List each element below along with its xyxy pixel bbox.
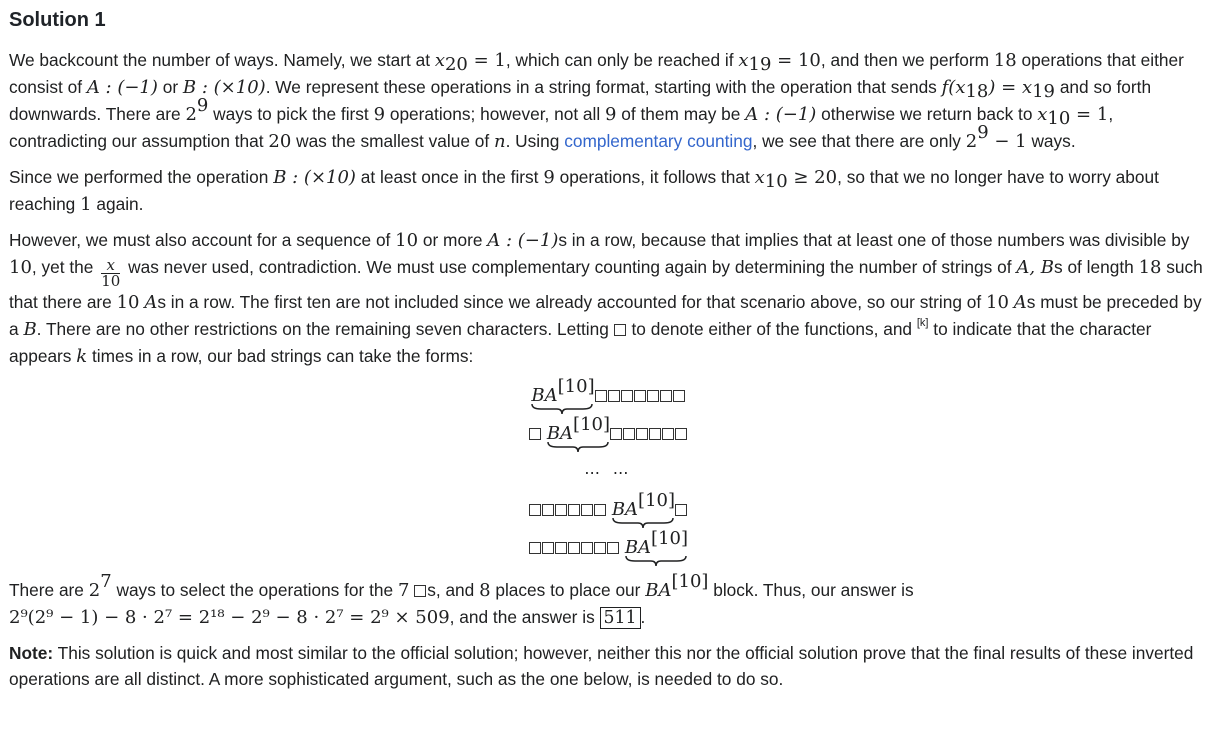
text-fragment: , and the answer is [449, 607, 595, 627]
text-fragment: x [738, 50, 749, 71]
text-fragment: Since we performed the operation [9, 167, 269, 187]
text-fragment [529, 490, 688, 523]
text-fragment: A : (−1) [487, 230, 559, 251]
text-fragment: 1 [80, 194, 92, 215]
text-fragment [529, 528, 688, 561]
paragraph-3 [9, 227, 1208, 370]
box-symbol [662, 428, 674, 440]
paragraph-4 [9, 571, 1208, 631]
text-fragment [529, 414, 688, 447]
text-fragment: s, and [427, 580, 475, 600]
box-symbol [621, 390, 633, 402]
text-fragment: A [1013, 292, 1027, 313]
text-fragment: to indicate that the character appears [9, 319, 1152, 366]
text-fragment: BA [531, 385, 558, 406]
text-fragment: = 10 [771, 50, 821, 71]
text-fragment: We backcount the number of ways. Namely, we start at [9, 50, 431, 70]
text-fragment: [10] [573, 414, 610, 435]
note-label: Note: [9, 643, 54, 663]
box-symbol [608, 390, 620, 402]
text-fragment [531, 376, 685, 409]
box-symbol [675, 428, 687, 440]
text-fragment: 9 [543, 167, 555, 188]
text-fragment: 10 [116, 292, 140, 313]
note-paragraph [9, 640, 1208, 692]
text-fragment: 10 [1047, 108, 1071, 129]
text-fragment: s of length [1054, 257, 1134, 277]
box-symbol [647, 390, 659, 402]
complementary-counting-link[interactable]: complementary counting [564, 131, 753, 151]
box-symbol [568, 504, 580, 516]
box-symbol [614, 324, 626, 336]
text-fragment: 19 [748, 54, 772, 75]
box-symbol [414, 585, 426, 597]
text-fragment: 20 [268, 131, 292, 152]
text-fragment: 9 [373, 104, 386, 125]
text-fragment: 7 [397, 580, 410, 601]
text-fragment: x [101, 258, 120, 274]
text-fragment: [10] [638, 490, 675, 511]
text-fragment: or [162, 77, 179, 97]
box-symbol [529, 428, 541, 440]
text-fragment: x [434, 50, 445, 71]
text-fragment: B [23, 319, 37, 340]
text-fragment: ≥ 20 [787, 167, 838, 188]
text-fragment: There are [9, 580, 84, 600]
box-symbol [568, 542, 580, 554]
text-fragment: , contradicting our assumption that [9, 104, 1114, 151]
box-symbol [595, 390, 607, 402]
text-fragment: , which can only be reached if [505, 50, 734, 70]
box-symbol [649, 428, 661, 440]
text-fragment: [10] [651, 528, 688, 549]
fraction-x-over-10 [101, 258, 120, 289]
text-fragment: 7 [100, 571, 112, 592]
text-fragment: . There are no other restrictions on the remaining seven characters. Letting [36, 319, 609, 339]
text-fragment: 2 [965, 131, 978, 152]
box-symbol [581, 542, 593, 554]
box-symbol [594, 542, 606, 554]
text-fragment: B : (×10) [273, 167, 356, 188]
paragraph-1 [9, 47, 1208, 155]
text-fragment: BA [645, 580, 672, 601]
text-fragment: block. Thus, our answer is [713, 580, 914, 600]
ellipsis-row: ⋯ ⋯ [584, 465, 633, 482]
text-fragment: [k] [916, 317, 929, 329]
text-fragment: 10 [764, 171, 788, 192]
box-symbol [594, 504, 606, 516]
text-fragment: 18 [965, 81, 989, 102]
text-fragment: 8 [479, 580, 491, 601]
text-fragment: 10 [101, 272, 121, 290]
text-fragment: s in a row. The first ten are not included since we already accounted for that scenario above, so our string of [157, 292, 982, 312]
text-fragment: 9 [977, 122, 989, 143]
text-fragment: times in a row, our bad strings can take the forms: [92, 346, 474, 366]
form-row-2 [9, 414, 1208, 455]
text-fragment: such that there are [9, 257, 1203, 312]
text-fragment: , yet the [31, 257, 94, 277]
underbrace-block [611, 490, 675, 523]
text-fragment: operations; however, not all [389, 104, 601, 124]
box-symbol [529, 542, 541, 554]
solution-heading: Solution 1 [9, 9, 106, 31]
text-fragment: 10 [9, 257, 32, 278]
text-fragment: otherwise we return back to [821, 104, 1033, 124]
text-fragment: ways. [1031, 131, 1076, 151]
text-fragment: k [76, 346, 88, 367]
text-fragment: at least once in the first [360, 167, 539, 187]
text-fragment: 2 [88, 580, 101, 601]
final-equation: 2⁹(2⁹ − 1) − 8 · 2⁷ = 2¹⁸ − 2⁹ − 8 · 2⁷ = 2⁹ × 509 [9, 607, 450, 628]
text-fragment: f(x [941, 77, 966, 98]
note-text: This solution is quick and most similar to the official solution; however, neither this nor the official solution prove that the final results of these inverted operations are all distinct. A more sophisticated argument, such as the one below, is needed to do so. [9, 643, 1194, 689]
text-fragment: 9 [605, 104, 617, 125]
text-fragment: of them may be [621, 104, 741, 124]
box-symbol [555, 542, 567, 554]
underbrace-icon [547, 441, 609, 453]
text-fragment: s in a row, because that implies that at least one of those numbers was divisible by [558, 230, 1190, 250]
text-fragment: . Using [505, 131, 560, 151]
text-fragment: 10 [395, 230, 419, 251]
text-fragment: x [754, 167, 765, 188]
text-fragment: ways to select the operations for the [116, 580, 394, 600]
form-row-3 [9, 490, 1208, 531]
text-fragment: 9 [196, 95, 209, 116]
text-fragment: 10 [986, 292, 1009, 313]
text-fragment: A, B [1016, 257, 1054, 278]
text-fragment: , we see that there are only [752, 131, 961, 151]
text-fragment: However, we must also account for a sequence of [9, 230, 391, 250]
text-fragment: A [144, 292, 158, 313]
box-symbol [610, 428, 622, 440]
box-symbol [623, 428, 635, 440]
text-fragment: to denote either of the functions, and [631, 319, 913, 339]
text-fragment: places to place our [495, 580, 641, 600]
text-fragment: n [493, 131, 506, 152]
text-fragment: operations that either consist of [9, 50, 1184, 97]
box-symbol [636, 428, 648, 440]
box-symbol [673, 390, 685, 402]
underbrace-block [546, 414, 610, 447]
text-fragment: B : (×10) [182, 77, 266, 98]
text-fragment: A : (−1) [86, 77, 158, 98]
text-fragment: BA [546, 423, 574, 444]
box-symbol [675, 504, 687, 516]
box-symbol [529, 504, 541, 516]
text-fragment: 20 [444, 54, 468, 75]
text-fragment: 18 [1138, 257, 1162, 278]
underbrace-block [531, 376, 595, 409]
text-fragment: , so that we no longer have to worry about reaching [9, 167, 1159, 214]
box-symbol [555, 504, 567, 516]
text-fragment: − 1 [988, 131, 1027, 152]
box-symbol [581, 504, 593, 516]
underbrace-block [624, 528, 688, 561]
text-fragment: again. [96, 194, 144, 214]
bad-string-forms [9, 376, 1208, 569]
text-fragment: = 1 [1070, 104, 1109, 125]
text-fragment: [10] [557, 376, 595, 397]
answer-box: 511 [600, 607, 641, 629]
text-fragment: . [640, 607, 646, 627]
text-fragment: or more [422, 230, 483, 250]
text-fragment: x [1037, 104, 1048, 125]
paragraph-2 [9, 164, 1208, 218]
text-fragment: s must be preceded by a [9, 292, 1202, 339]
text-fragment: [10] [671, 571, 709, 592]
text-fragment: ) = x [988, 77, 1033, 98]
text-fragment: 18 [993, 50, 1017, 71]
text-fragment: was the smallest value of [296, 131, 490, 151]
text-fragment: BA [611, 499, 639, 520]
text-fragment: A : (−1) [745, 104, 817, 125]
text-fragment: and so forth downwards. There are [9, 77, 1152, 124]
box-symbol [607, 542, 619, 554]
text-fragment: = 1 [467, 50, 506, 71]
text-fragment: BA [624, 537, 652, 558]
text-fragment: . We represent these operations in a string format, starting with the operation that sends [265, 77, 937, 97]
box-symbol [634, 390, 646, 402]
underbrace-icon [625, 555, 687, 567]
box-symbol [542, 504, 554, 516]
form-row-4 [9, 528, 1208, 569]
box-symbol [542, 542, 554, 554]
text-fragment: operations, it follows that [559, 167, 750, 187]
text-fragment: , and then we perform [820, 50, 989, 70]
text-fragment: ways to pick the first [213, 104, 369, 124]
text-fragment: was never used, contradiction. We must use complementary counting again by determining the number of strings of [128, 257, 1012, 277]
form-row-1 [9, 376, 1208, 417]
text-fragment: 2 [185, 104, 197, 125]
box-symbol [660, 390, 672, 402]
text-fragment: 19 [1032, 81, 1055, 102]
